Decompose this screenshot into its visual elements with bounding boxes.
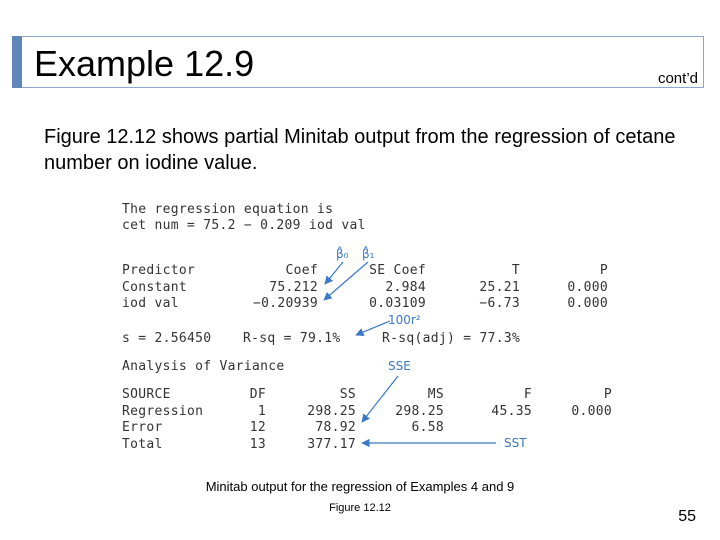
sst-annotation: SST [504,436,527,450]
anova-error-df: 12 [249,420,266,435]
pred-row-constant-t: 25.21 [479,280,520,295]
anova-regression-df: 1 [257,404,266,419]
anova-regression-ss: 298.25 [307,404,356,419]
anova-error-ms: 6.58 [411,420,444,435]
anova-header-df: DF [249,387,266,402]
page-number: 55 [678,508,696,525]
anova-header-p: P [603,387,612,402]
pred-row-iodval-p: 0.000 [567,296,608,311]
rsq-adj-value: R-sq(adj) = 77.3% [382,331,521,346]
pred-row-iodval-t: −6.73 [479,296,520,311]
pred-row-constant-coef: 75.212 [269,280,318,295]
equation-line-2: cet num = 75.2 − 0.209 iod val [122,218,366,233]
r2-annotation: 100r² [388,313,421,327]
anova-title: Analysis of Variance [122,359,285,374]
anova-total-df: 13 [249,437,266,452]
minitab-output [100,196,640,460]
anova-header-ms: MS [427,387,444,402]
pred-header-secoef: SE Coef [369,263,426,278]
pred-row-iodval-secoef: 0.03109 [369,296,426,311]
anova-regression-f: 45.35 [491,404,532,419]
anova-total-source: Total [122,437,163,452]
pred-row-constant-name: Constant [122,280,188,295]
intro-text: Figure 12.12 shows partial Minitab output from the regression of cetane number on iodine value. [44,126,676,174]
pred-header-coef: Coef [285,263,318,278]
beta1-annotation: β̂₁ [362,247,375,261]
figure-caption: Minitab output for the regression of Examples 4 and 9 [205,479,515,494]
anova-total-ss: 377.17 [307,437,356,452]
sse-annotation: SSE [388,359,411,373]
beta0-annotation: β̂₀ [336,247,349,261]
anova-error-ss: 78.92 [315,420,356,435]
anova-header-source: SOURCE [122,387,171,402]
pred-row-iodval-name: iod val [122,296,179,311]
pred-header-p: P [599,263,608,278]
anova-regression-source: Regression [122,404,204,419]
anova-regression-ms: 298.25 [395,404,444,419]
title-accent [12,36,22,88]
equation-line-1: The regression equation is [122,202,334,217]
continued-label: cont’d [657,70,698,87]
beta0-arrow [325,262,343,284]
anova-header-ss: SS [339,387,356,402]
figure-label: Figure 12.12 [329,502,391,514]
s-value: s = 2.56450 [122,331,212,346]
slide-title: Example 12.9 [34,43,255,84]
pred-row-constant-p: 0.000 [567,280,608,295]
beta1-arrow [324,262,368,300]
sse-arrow [362,376,398,422]
anova-regression-p: 0.000 [571,404,612,419]
pred-row-iodval-coef: −0.20939 [252,296,318,311]
anova-header-f: F [523,387,532,402]
pred-header-predictor: Predictor [122,263,196,278]
pred-header-t: T [511,263,520,278]
anova-error-source: Error [122,420,163,435]
pred-row-constant-secoef: 2.984 [385,280,426,295]
rsq-value: R-sq = 79.1% [243,331,341,346]
